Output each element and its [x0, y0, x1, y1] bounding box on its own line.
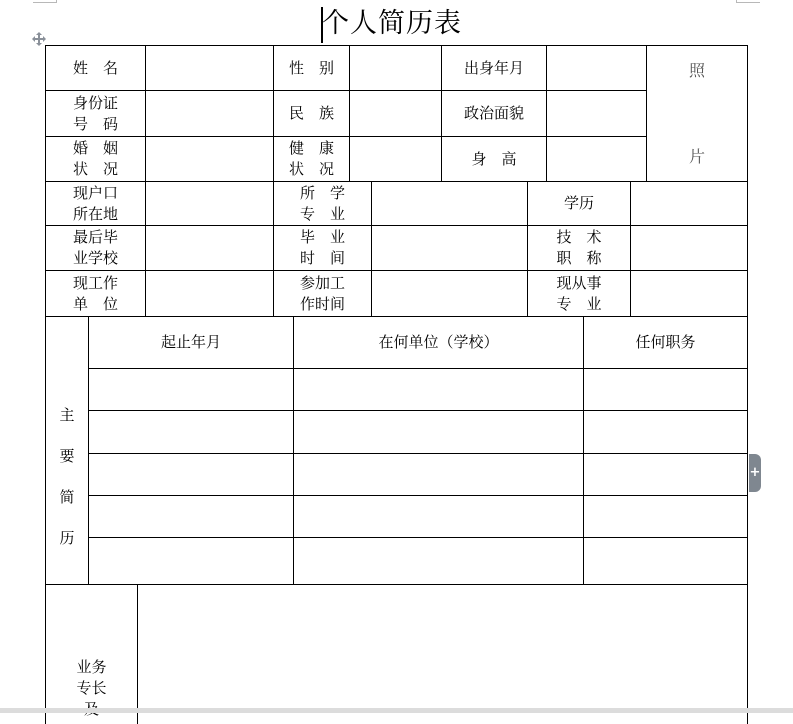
- resume-label-char: 主: [59, 405, 75, 424]
- resume-label-char: 要: [59, 446, 75, 465]
- id-label-line-2: 号 码: [72, 114, 118, 133]
- current-profession-label: [527, 270, 631, 317]
- resume-label-char: 历: [59, 528, 75, 547]
- work-start-time-field[interactable]: [371, 270, 528, 317]
- id-label-line-1: 身份证: [72, 93, 118, 112]
- gender-label: 性 别: [273, 45, 350, 91]
- add-column-plus-icon[interactable]: +: [749, 454, 761, 492]
- resume-label-char: 简: [59, 487, 75, 506]
- skills-label-line-2: 专长: [76, 679, 107, 697]
- hukou-label-line-2: 所在地: [72, 204, 118, 223]
- tech-title-label-line-2: 职 称: [556, 249, 602, 267]
- major-label-line-1: 所 学: [299, 183, 345, 202]
- resume-row-1-position[interactable]: [583, 368, 748, 411]
- page-bottom-edge: [0, 708, 793, 713]
- political-status-field[interactable]: [546, 90, 647, 137]
- resume-row-2-period[interactable]: [88, 410, 294, 454]
- current-employer-label: [45, 270, 146, 317]
- height-label: 身 高: [441, 136, 547, 182]
- health-status-label: [273, 136, 350, 182]
- political-status-label: 政治面貌: [441, 90, 547, 137]
- graduation-time-label: [273, 225, 372, 271]
- skills-field[interactable]: [137, 584, 748, 724]
- hukou-label: [45, 181, 146, 226]
- school-label-line-2: 业学校: [72, 249, 118, 267]
- resume-row-1-period[interactable]: [88, 368, 294, 411]
- graduation-time-field[interactable]: [371, 225, 528, 271]
- employer-label-line-1: 现工作: [72, 273, 118, 292]
- grad-time-label-line-1: 毕 业: [299, 228, 345, 246]
- work-start-label-line-1: 参加工: [299, 273, 345, 292]
- photo-label-2: 片: [688, 147, 705, 166]
- degree-label: 学历: [527, 181, 631, 226]
- major-label-line-2: 专 业: [299, 204, 345, 223]
- page-margin-mark-right: [736, 0, 760, 3]
- major-field[interactable]: [371, 181, 528, 226]
- marital-label-line-2: 状 况: [72, 160, 118, 178]
- id-number-label: [45, 90, 146, 137]
- resume-row-2-employer[interactable]: [293, 410, 584, 454]
- current-employer-field[interactable]: [145, 270, 274, 317]
- work-start-label-line-2: 作时间: [299, 294, 345, 313]
- work-start-time-label: [273, 270, 372, 317]
- resume-row-5-employer[interactable]: [293, 537, 584, 585]
- degree-field[interactable]: [630, 181, 748, 226]
- tech-title-label-line-1: 技 术: [556, 228, 602, 246]
- hukou-field[interactable]: [145, 181, 274, 226]
- gender-field[interactable]: [349, 45, 442, 91]
- column-header-position: 任何职务: [583, 316, 748, 369]
- birth-label: 出身年月: [441, 45, 547, 91]
- employer-label-line-2: 单 位: [72, 294, 118, 313]
- resume-row-3-position[interactable]: [583, 453, 748, 496]
- resume-row-5-position[interactable]: [583, 537, 748, 585]
- name-label: 姓 名: [45, 45, 146, 91]
- column-header-period: 起止年月: [88, 316, 294, 369]
- ethnicity-field[interactable]: [349, 90, 442, 137]
- last-school-label: [45, 225, 146, 271]
- column-header-employer: 在何单位（学校）: [293, 316, 584, 369]
- skills-label: [45, 584, 138, 724]
- skills-label-line-1: 业务: [76, 658, 107, 676]
- name-field[interactable]: [145, 45, 274, 91]
- marital-status-field[interactable]: [145, 136, 274, 182]
- id-number-field[interactable]: [145, 90, 274, 137]
- resume-row-4-employer[interactable]: [293, 495, 584, 538]
- resume-section-label: [45, 316, 89, 585]
- marital-status-label: [45, 136, 146, 182]
- height-field[interactable]: [546, 136, 647, 182]
- birth-field[interactable]: [546, 45, 647, 91]
- resume-row-1-employer[interactable]: [293, 368, 584, 411]
- technical-title-field[interactable]: [630, 225, 748, 271]
- ethnicity-label: 民 族: [273, 90, 350, 137]
- health-status-field[interactable]: [349, 136, 442, 182]
- resume-row-3-employer[interactable]: [293, 453, 584, 496]
- hukou-label-line-1: 现户口: [72, 183, 118, 202]
- profession-label-line-2: 专 业: [556, 294, 602, 313]
- profession-label-line-1: 现从事: [556, 273, 602, 292]
- page-margin-mark-left: [33, 0, 57, 3]
- photo-label-1: 照: [688, 61, 705, 80]
- resume-row-4-period[interactable]: [88, 495, 294, 538]
- technical-title-label: [527, 225, 631, 271]
- resume-row-5-period[interactable]: [88, 537, 294, 585]
- grad-time-label-line-2: 时 间: [299, 249, 345, 267]
- resume-row-3-period[interactable]: [88, 453, 294, 496]
- resume-row-2-position[interactable]: [583, 410, 748, 454]
- marital-label-line-1: 婚 姻: [72, 139, 118, 157]
- health-label-line-1: 健 康: [288, 139, 334, 157]
- last-school-field[interactable]: [145, 225, 274, 271]
- photo-box[interactable]: [646, 45, 748, 182]
- school-label-line-1: 最后毕: [72, 228, 118, 246]
- major-label: [273, 181, 372, 226]
- current-profession-field[interactable]: [630, 270, 748, 317]
- health-label-line-2: 状 况: [288, 160, 334, 178]
- resume-row-4-position[interactable]: [583, 495, 748, 538]
- page-title[interactable]: 个人简历表: [322, 8, 462, 39]
